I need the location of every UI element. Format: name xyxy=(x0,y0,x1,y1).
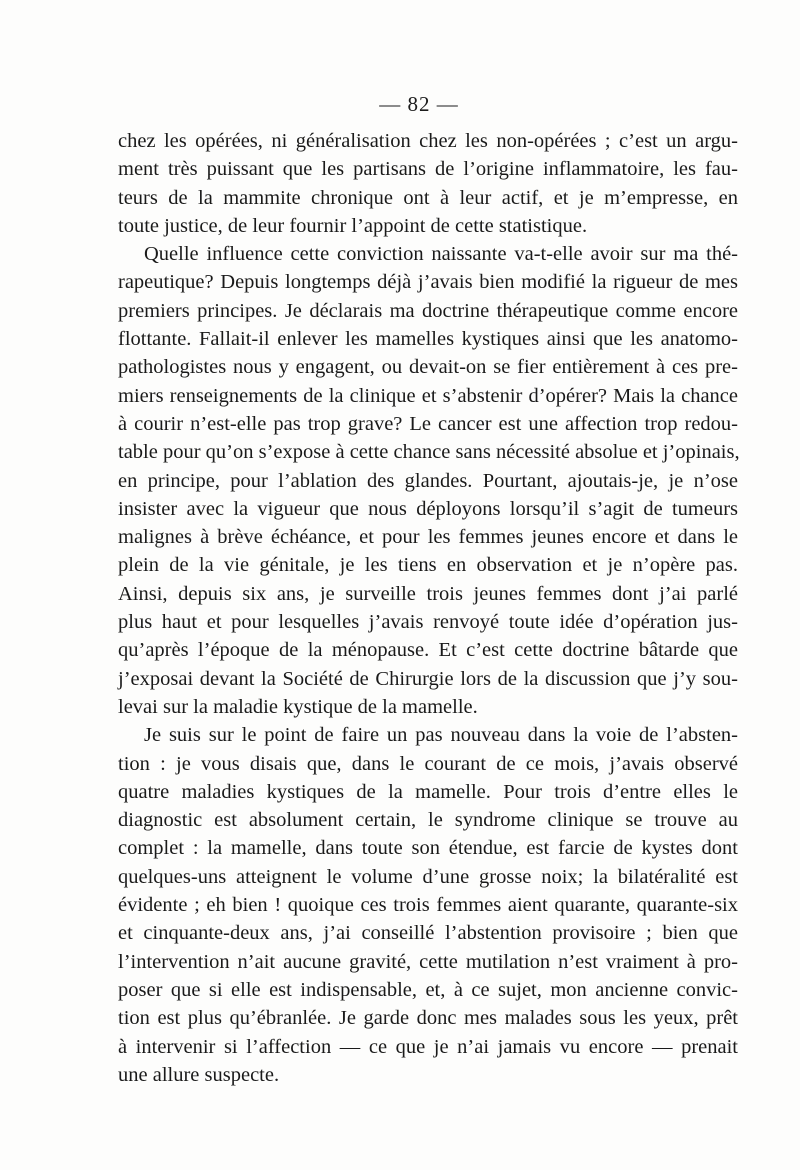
text-line: levai sur la maladie kystique de la mamelle. xyxy=(118,695,478,718)
paragraph xyxy=(118,240,738,721)
text-line: j’exposai devant la Société de Chirurgie lors de la discussion que j’y sou- xyxy=(118,667,738,690)
text-line: quatre maladies kystiques de la mamelle. Pour trois d’entre elles le xyxy=(118,780,738,803)
text-line: miers renseignements de la clinique et s’abstenir d’opérer? Mais la chance xyxy=(118,384,738,407)
text-line: rapeutique? Depuis longtemps déjà j’avais bien modifié la rigueur de mes xyxy=(118,271,738,294)
text-line: toute justice, de leur fournir l’appoint de cette statistique. xyxy=(118,214,588,237)
page-number: — 82 — xyxy=(379,92,459,116)
text-line: une allure suspecte. xyxy=(118,1063,280,1086)
text-line: plein de la vie génitale, je les tiens en observation et je n’opère pas. xyxy=(118,554,738,577)
text-line: en principe, pour l’ablation des glandes. Pourtant, ajoutais-je, je n’ose xyxy=(118,469,738,492)
paragraph xyxy=(118,721,738,1089)
text-line: l’intervention n’ait aucune gravité, cette mutilation n’est vraiment à pro- xyxy=(118,950,738,973)
text-line: pathologistes nous y engagent, ou devait-on se fier entièrement à ces pre- xyxy=(118,356,738,379)
text-line: plus haut et pour lesquelles j’avais renvoyé toute idée d’opération jus- xyxy=(118,611,738,634)
text-line: premiers principes. Je déclarais ma doctrine thérapeutique comme encore xyxy=(118,299,738,322)
text-line: complet : la mamelle, dans toute son étendue, est farcie de kystes dont xyxy=(118,837,738,860)
text-line: à courir n’est-elle pas trop grave? Le cancer est une affection trop redou- xyxy=(118,412,738,435)
text-line: qu’après l’époque de la ménopause. Et c’est cette doctrine bâtarde que xyxy=(118,639,738,662)
text-line: teurs de la mammite chronique ont à leur actif, et je m’empresse, en xyxy=(118,186,738,209)
text-line: insister avec la vigueur que nous déployons lorsqu’il s’agit de tumeurs xyxy=(118,497,738,520)
text-line: évidente ; eh bien ! quoique ces trois femmes aient quarante, quarante-six xyxy=(118,894,738,917)
text-line: Quelle influence cette conviction naissante va-t-elle avoir sur ma thé- xyxy=(144,243,738,266)
text-line: malignes à brève échéance, et pour les femmes jeunes encore et dans le xyxy=(118,526,738,549)
text-line: Je suis sur le point de faire un pas nouveau dans la voie de l’absten- xyxy=(144,724,738,747)
text-line: diagnostic est absolument certain, le syndrome clinique se trouve au xyxy=(118,809,738,832)
text-line: chez les opérées, ni généralisation chez les non-opérées ; c’est un argu- xyxy=(118,130,738,152)
text-line: poser que si elle est indispensable, et, à ce sujet, mon ancienne convic- xyxy=(118,978,738,1001)
text-line: flottante. Fallait-il enlever les mamelles kystiques ainsi que les anatomo- xyxy=(118,328,738,351)
text-line: à intervenir si l’affection — ce que je n’ai jamais vu encore — prenait xyxy=(118,1035,738,1058)
text-line: Ainsi, depuis six ans, je surveille trois jeunes femmes dont j’ai parlé xyxy=(118,582,738,605)
text-line: tion est plus qu’ébranlée. Je garde donc mes malades sous les yeux, prêt xyxy=(118,1007,738,1030)
text-line: quelques-uns atteignent le volume d’une grosse noix; la bilatéralité est xyxy=(118,865,738,888)
paragraph xyxy=(118,127,738,240)
text-line: ment très puissant que les partisans de l’origine inflammatoire, les fau- xyxy=(118,158,738,181)
body-text xyxy=(118,127,738,1089)
text-line: tion : je vous disais que, dans le courant de ce mois, j’avais observé xyxy=(118,752,738,775)
text-line: et cinquante-deux ans, j’ai conseillé l’abstention provisoire ; bien que xyxy=(118,922,738,945)
text-line: table pour qu’on s’expose à cette chance sans nécessité absolue et j’opinais, xyxy=(118,441,740,464)
